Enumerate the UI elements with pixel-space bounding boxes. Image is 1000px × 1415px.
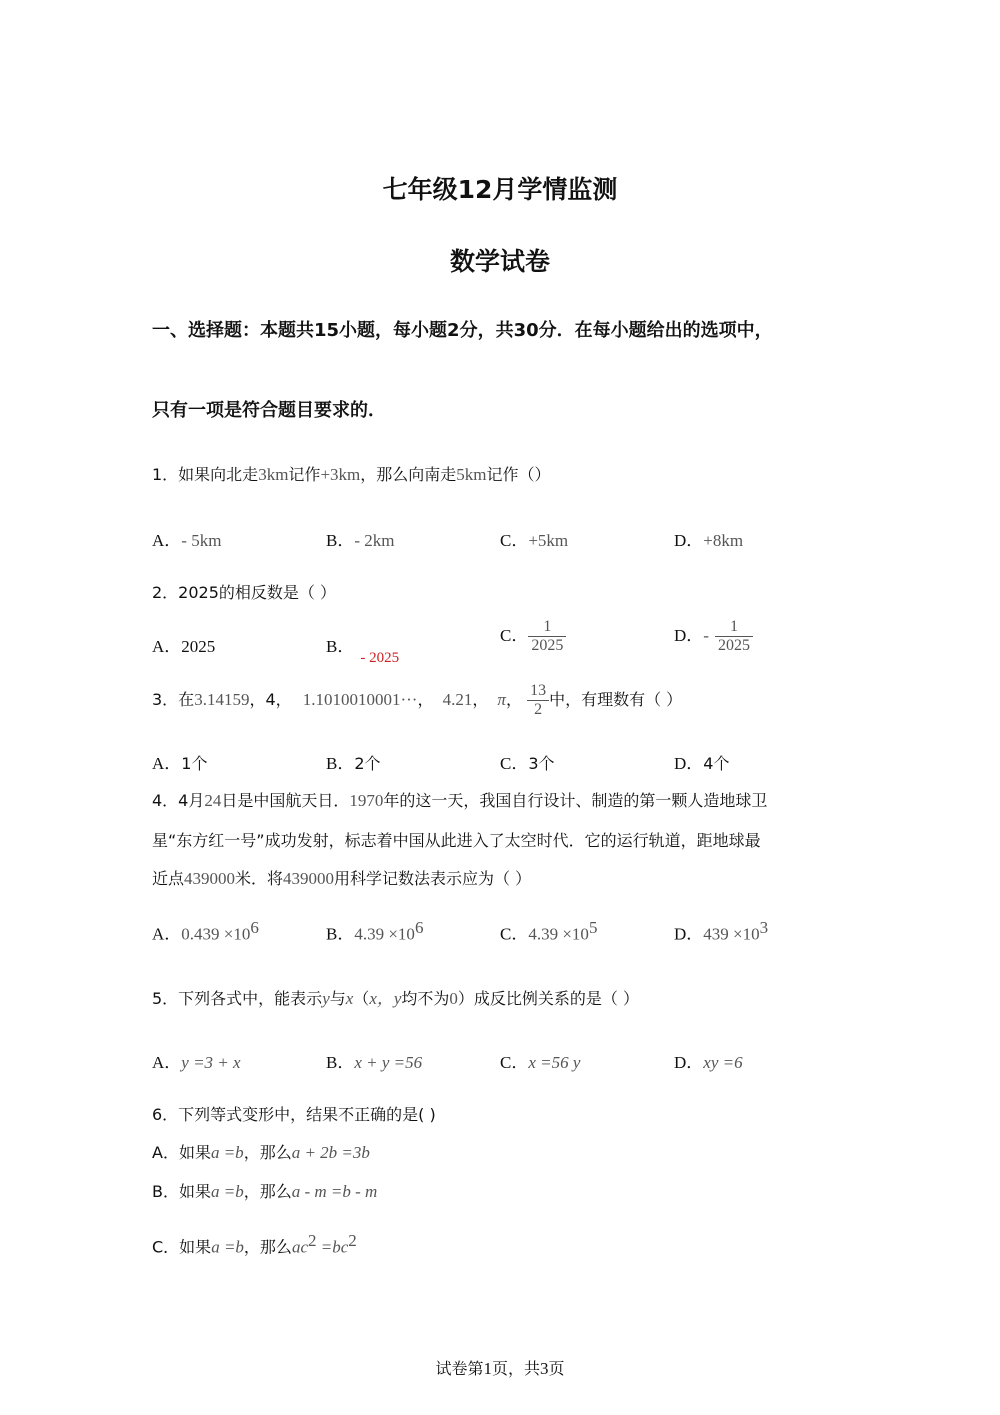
- fraction: $\frac{1}{2025}$: [715, 618, 753, 655]
- q5-option-c[interactable]: C．x =56 y: [500, 1053, 581, 1072]
- q1-option-d[interactable]: D．+8km: [674, 531, 744, 550]
- page-footer: 试卷第1页，共3页: [435, 1359, 565, 1378]
- exam-title: 七年级12月学情监测: [382, 175, 618, 204]
- q1-option-b[interactable]: B．- 2km: [326, 531, 395, 550]
- fraction: $\frac{1}{2025}$: [528, 618, 566, 655]
- q6-option-c[interactable]: C．如果a =b，那么$ac^2 =bc^2$: [152, 1231, 357, 1257]
- q4-option-c[interactable]: C．$4.39 \times 10^5$: [500, 918, 598, 944]
- q3-option-b[interactable]: B．2个: [326, 754, 381, 773]
- question-2: 2．2025的相反数是（ ）: [152, 583, 336, 602]
- q6-option-a[interactable]: A．如果a =b，那么a + 2b =3b: [152, 1143, 370, 1162]
- q6-option-b[interactable]: B．如果a =b，那么a - m =b - m: [152, 1182, 378, 1201]
- section-heading-line1: 一、选择题：本题共15小题，每小题2分，共30分．在每小题给出的选项中，: [152, 320, 773, 341]
- q2-option-d[interactable]: D．- $\frac{1}{2025}$: [674, 618, 753, 655]
- q4-option-d[interactable]: D．$439 \times 10^3$: [674, 918, 769, 944]
- q5-option-d[interactable]: D．xy =6: [674, 1053, 743, 1072]
- page-number: 1: [483, 1359, 492, 1378]
- question-4-line3: 近点439000米．将439000用科学记数法表示应为（ ）: [152, 869, 532, 888]
- question-3: 3．在3.14159，4， 1.1010010001···， 4.21， π， $\frac{13}{2}$ 中，有理数有（ ）: [152, 682, 683, 718]
- question-6: 6．下列等式变形中，结果不正确的是( ): [152, 1105, 436, 1124]
- q3-option-a[interactable]: A．1个: [152, 754, 208, 773]
- q1-option-c[interactable]: C．+5km: [500, 531, 569, 550]
- question-5: 5．下列各式中，能表示y与x（x，y均不为0）成反比例关系的是（ ）: [152, 989, 640, 1008]
- q5-option-a[interactable]: A．y =3 + x: [152, 1053, 241, 1072]
- question-4-line1: 4．4月24日是中国航天日．1970年的这一天，我国自行设计、制造的第一颗人造地球卫: [152, 791, 768, 810]
- q3-option-c[interactable]: C．3个: [500, 754, 555, 773]
- fraction: $\frac{13}{2}$: [527, 682, 549, 719]
- page-total: 3: [540, 1359, 549, 1378]
- q2-option-b[interactable]: B．- 2025: [326, 637, 400, 666]
- q1-option-a[interactable]: A．- 5km: [152, 531, 222, 550]
- exam-subtitle: 数学试卷: [449, 247, 550, 276]
- question-1: 1．如果向北走3km记作+3km，那么向南走5km记作（）: [152, 465, 551, 484]
- question-4-line2: 星“东方红一号”成功发射，标志着中国从此进入了太空时代．它的运行轨道，距地球最: [152, 831, 761, 850]
- section-heading-line2: 只有一项是符合题目要求的．: [152, 400, 386, 421]
- q5-option-b[interactable]: B．x + y =56: [326, 1053, 423, 1072]
- q4-option-a[interactable]: A．$0.439 \times 10^6$: [152, 918, 259, 944]
- q2-option-c[interactable]: C． $\frac{1}{2025}$: [500, 618, 566, 655]
- q2-option-a[interactable]: A．2025: [152, 637, 216, 656]
- q4-option-b[interactable]: B．$4.39 \times 10^6$: [326, 918, 424, 944]
- q3-option-d[interactable]: D．4个: [674, 754, 730, 773]
